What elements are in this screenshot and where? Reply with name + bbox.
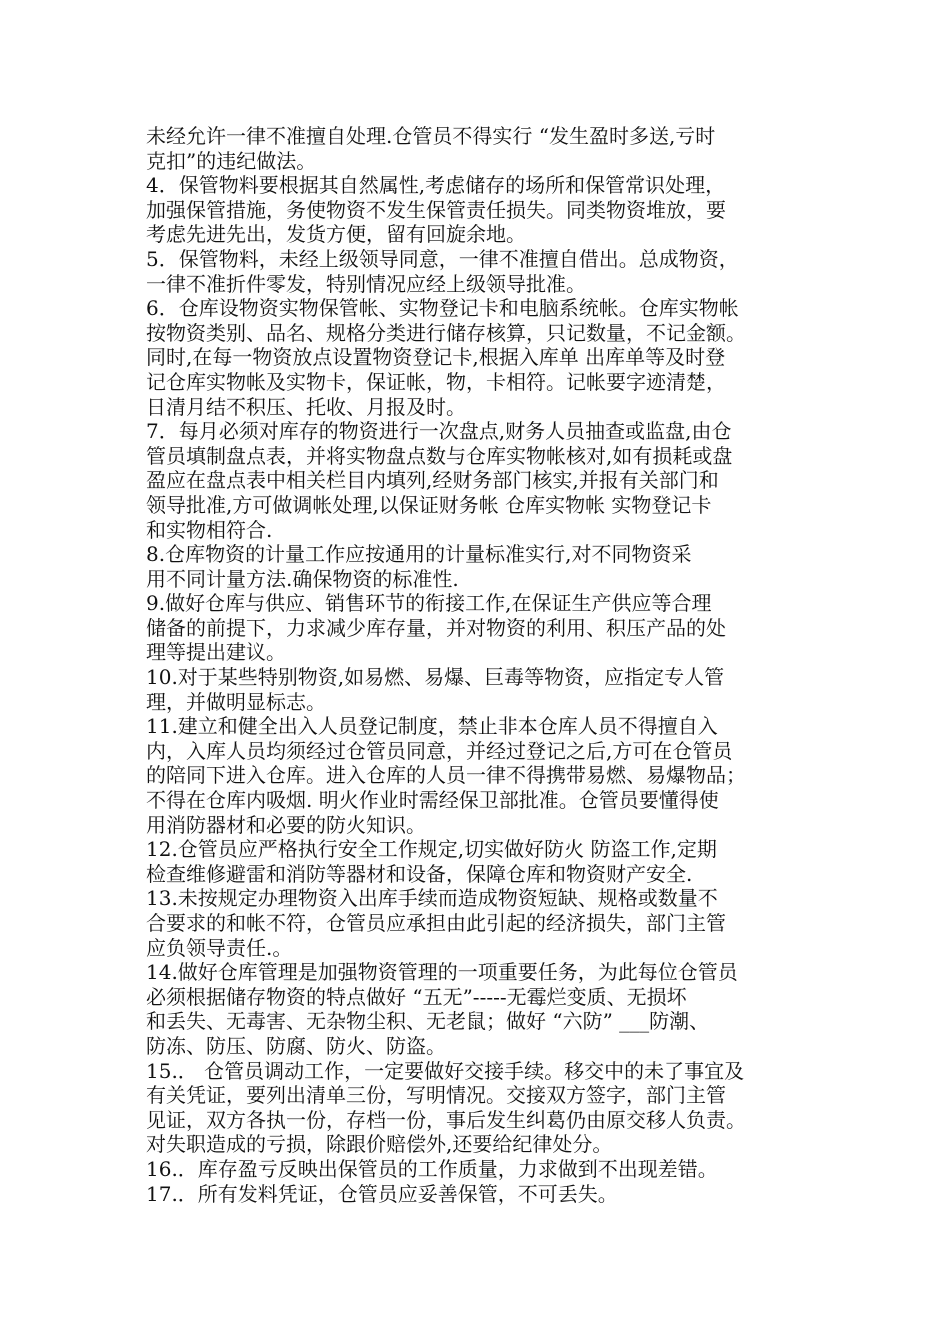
text-line: 一律不准折件零发，特别情况应经上级领导批准。 (146, 271, 586, 296)
text-line: 6．仓库设物资实物保管帐、实物登记卡和电脑系统帐。仓库实物帐 (146, 296, 739, 321)
text-line: 5．保管物料，未经上级领导同意，一律不准擅自借出。总成物资， (146, 246, 739, 271)
paragraph (146, 247, 818, 296)
text-line: 有关凭证，要列出清单三份，写明情况。交接双方签字，部门主管 (146, 1083, 726, 1108)
text-line: 和实物相符合. (146, 517, 273, 542)
text-line: 10.对于某些特别物资,如易燃、易爆、巨毒等物资，应指定专人管 (146, 665, 725, 690)
text-line: 理，并做明显标志。 (146, 689, 326, 714)
paragraph (146, 124, 818, 173)
paragraph (146, 960, 818, 1058)
text-line: 12.仓管员应严格执行安全工作规定,切实做好防火 防盗工作,定期 (146, 837, 717, 862)
text-line: 储备的前提下，力求减少库存量，并对物资的利用、积压产品的处 (146, 615, 726, 640)
text-line: 见证，双方各执一份，存档一份，事后发生纠葛仍由原交移人负责。 (146, 1107, 746, 1132)
paragraph (146, 665, 818, 714)
paragraph (146, 1182, 818, 1207)
paragraph (146, 1157, 818, 1182)
text-line: 理等提出建议。 (146, 640, 286, 665)
paragraph (146, 419, 818, 542)
text-line: 盈应在盘点表中相关栏目内填列,经财务部门核实,并报有关部门和 (146, 468, 719, 493)
text-line: 15.． 仓管员调动工作，一定要做好交接手续。移交中的未了事宜及 (146, 1058, 745, 1083)
paragraph (146, 591, 818, 665)
text-line: 管员填制盘点表，并将实物盘点数与仓库实物帐核对,如有损耗或盘 (146, 443, 733, 468)
text-line: 对失职造成的亏损，除跟价赔偿外,还要给纪律处分。 (146, 1132, 613, 1157)
document-body (146, 124, 818, 1206)
text-line: 检查维修避雷和消防等器材和设备，保障仓库和物资财产安全. (146, 861, 693, 886)
paragraph (146, 886, 818, 960)
text-line: 必须根据储存物资的特点做好 “五无”-----无霉烂变质、无损坏 (146, 984, 687, 1009)
text-line: 和丢失、无毒害、无杂物尘积、无老鼠；做好 “六防” ___防潮、 (146, 1009, 710, 1034)
text-line: 考虑先进先出，发货方便，留有回旋余地。 (146, 222, 526, 247)
paragraph (146, 173, 818, 247)
text-line: 17.．所有发料凭证，仓管员应妥善保管，不可丢失。 (146, 1181, 618, 1206)
text-line: 用不同计量方法.确保物资的标准性. (146, 566, 459, 591)
paragraph (146, 542, 818, 591)
text-line: 内，入库人员均须经过仓管员同意，并经过登记之后,方可在仓管员 (146, 738, 733, 763)
text-line: 13.未按规定办理物资入出库手续而造成物资短缺、规格或数量不 (146, 886, 718, 911)
text-line: 记仓库实物帐及实物卡，保证帐，物，卡相符。记帐要字迹清楚， (146, 369, 726, 394)
paragraph (146, 837, 818, 886)
text-line: 不得在仓库内吸烟. 明火作业时需经保卫部批准。仓管员要懂得使 (146, 788, 719, 813)
text-line: 应负领导责任.。 (146, 935, 293, 960)
text-line: 按物资类别、品名、规格分类进行储存核算，只记数量，不记金额。 (146, 320, 746, 345)
text-line: 合要求的和帐不符，仓管员应承担由此引起的经济损失，部门主管 (146, 911, 726, 935)
text-line: 14.做好仓库管理是加强物资管理的一项重要任务，为此每位仓管员 (146, 960, 738, 985)
text-line: 领导批准,方可做调帐处理,以保证财务帐 仓库实物帐 实物登记卡 (146, 492, 712, 517)
paragraph (146, 714, 818, 837)
text-line: 加强保管措施，务使物资不发生保管责任损失。同类物资堆放，要 (146, 197, 726, 222)
text-line: 4．保管物料要根据其自然属性,考虑储存的场所和保管常识处理， (146, 173, 726, 198)
paragraph (146, 296, 818, 419)
text-line: 16.．库存盈亏反映出保管员的工作质量，力求做到不出现差错。 (146, 1156, 718, 1181)
text-line: 同时,在每一物资放点设置物资登记卡,根据入库单 出库单等及时登 (146, 345, 726, 370)
text-line: 11.建立和健全出入人员登记制度，禁止非本仓库人员不得擅自入 (146, 714, 718, 739)
text-line: 日清月结不积压、托收、月报及时。 (146, 394, 466, 419)
text-line: 未经允许一律不准擅自处理.仓管员不得实行 “发生盈时多送,亏时 (146, 124, 716, 148)
text-line: 克扣”的违纪做法。 (146, 148, 317, 173)
text-line: 9.做好仓库与供应、销售环节的衔接工作,在保证生产供应等合理 (146, 591, 712, 616)
paragraph (146, 1059, 818, 1157)
text-line: 的陪同下进入仓库。进入仓库的人员一律不得携带易燃、易爆物品； (146, 763, 746, 788)
text-line: 用消防器材和必要的防火知识。 (146, 812, 426, 837)
text-line: 8.仓库物资的计量工作应按通用的计量标准实行,对不同物资采 (146, 542, 692, 567)
text-line: 7．每月必须对库存的物资进行一次盘点,财务人员抽查或监盘,由仓 (146, 419, 732, 444)
text-line: 防冻、防压、防腐、防火、防盗。 (146, 1033, 446, 1058)
